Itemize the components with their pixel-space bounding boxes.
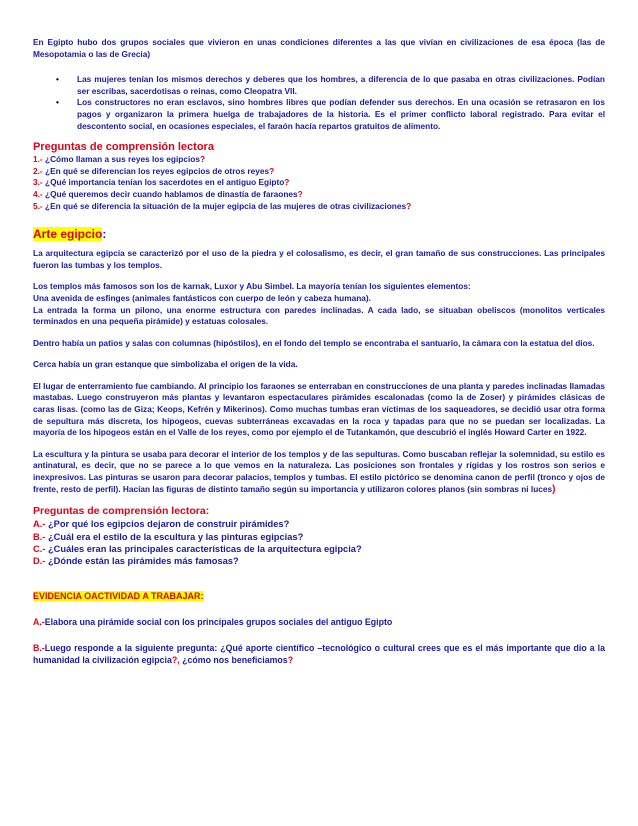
paragraph: Una avenida de esfinges (animales fantásticos con cuerpo de león y cabeza humana). [33, 292, 371, 303]
paragraph: Los templos más famosos son los de karnak, Luxor y Abu Simbel. La mayoría tenían los siguientes elementos: [33, 281, 471, 292]
question-item: 4.- ¿Qué queremos decir cuando hablamos de dinastía de faraones? [33, 188, 303, 199]
bullet-icon: • [56, 97, 59, 108]
paragraph: Cerca había un gran estanque que simbolizaba el origen de la vida. [33, 359, 298, 370]
intro-paragraph: En Egipto hubo dos grupos sociales que vivieron en unas condiciones diferentes a las que vivían en civilizaciones de esa época (las de Mesopotamia o las de Grecia) [33, 37, 605, 59]
paragraph: La escultura y la pintura se usaba para decorar el interior de los templos y de las sepulturas. Como buscaban reflejar la solemnidad, su estilo es antinatural, es decir, que no se parece a lo que vemos en la naturaleza. Las posiciones son frontales y rígidas y los rostros son serios e inexpresivos. Las pinturas se usaron para decorar palacios, templos y tumbas. El estilo pictórico se denomina canon de perfil (tronco y ojos de frente, resto de perfil). Hacían las figuras de distinto tamaño según su importancia y utilizaron colores planos (sin sombras ni luces) [33, 448, 605, 495]
question-item: 1.- ¿Cómo llaman a sus reyes los egipcios? [33, 154, 206, 165]
list-item [33, 74, 605, 97]
section-title: Arte egipcio: [33, 227, 107, 242]
question-item: 2.- ¿En qué se diferencian los reyes egipcios de otros reyes? [33, 165, 275, 176]
paragraph: La arquitectura egipcia se caracterizó por el uso de la piedra y el colosalismo, es decir, el gran tamaño de sus construcciones. Las principales fueron las tumbas y los templos. [33, 248, 605, 270]
question-item: B.- ¿Cuál era el estilo de la escultura y las pinturas egipcias? [33, 531, 304, 542]
bullet-text: Las mujeres tenían los mismos derechos y deberes que los hombres, a diferencia de lo que pasaba en otras civilizaciones. Podían ser escribas, sacerdotisas o reinas, como Cleopatra VII. [77, 74, 605, 96]
question-item: 5.- ¿En qué se diferencia la situación de la mujer egipcia de las mujeres de otras civilizaciones? [33, 200, 412, 211]
bullet-icon: • [56, 74, 59, 85]
bullet-list [33, 74, 605, 132]
question-item: A.- ¿Por qué los egipcios dejaron de construir pirámides? [33, 519, 290, 530]
document-page [33, 37, 605, 666]
question-item: 3.- ¿Qué importancia tenían los sacerdotes en el antiguo Egipto? [33, 177, 290, 188]
question-item: C.- ¿Cuáles eran las principales características de la arquitectura egipcia? [33, 544, 362, 555]
paragraph: El lugar de enterramiento fue cambiando. Al principio los faraones se enterraban en construcciones de una planta y paredes inclinadas llamadas mastabas. Luego construyeron más plantas y levantaron espectaculares pirámides escalonadas (como la de Zoser) y pirámides clásicas de caras lisas. (como las de Giza; Keops, Kefrén y Mikerinos). Como muchas tumbas eran víctimas de los saqueadores, se decidió usar otra forma de sepultura más discreta, los hipogeos, cuevas subterráneas excavadas en la roca y tapadas para que no se puedan ser localizadas. La mayoría de los hipogeos están en el Valle de los reyes, como por ejemplo el de Tutankamón, que descubrió el inglés Howard Carter en 1922. [33, 380, 605, 438]
questions-list [33, 154, 605, 212]
paragraph: La entrada la forma un pilono, una enorme estructura con paredes inclinadas. A cada lado, se situaban obeliscos (monolitos verticales terminados en una pequeña pirámide) y estatuas colosales. [33, 304, 605, 327]
questions-list [33, 518, 605, 568]
task-b: B.-Luego responde a la siguiente pregunta: ¿Qué aporte científico –tecnológico o cultural crees que es el más importante que dio a la humanidad la civilización egipcia?, ¿cómo nos beneficiamos? [33, 642, 605, 665]
evidence-heading: EVIDENCIA OACTIVIDAD A TRABAJAR: [33, 590, 204, 601]
task-a: A.-Elabora una pirámide social con los principales grupos sociales del antiguo Egipto [33, 616, 393, 627]
questions-heading: Preguntas de comprensión lectora [33, 141, 214, 154]
paragraph: Dentro había un patios y salas con columnas (hipóstilos), en el fondo del templo se encontraba el santuario, la cámara con la estatua del dios. [33, 337, 595, 348]
question-item: D.- ¿Dónde están las pirámides más famosas? [33, 556, 239, 567]
list-item [33, 97, 605, 132]
questions-heading: Preguntas de comprensión lectora: [33, 505, 210, 518]
bullet-text: Los constructores no eran esclavos, sino hombres libres que podían defender sus derechos. En una ocasión se retrasaron en los pagos y organizaron la primera huelga de trabajadores de la historia. Es el primer conflicto laboral registrado. Para evitar el descontento social, en ocasiones especiales, el faraón hacía repartos gratuitos de alimento. [77, 97, 605, 131]
